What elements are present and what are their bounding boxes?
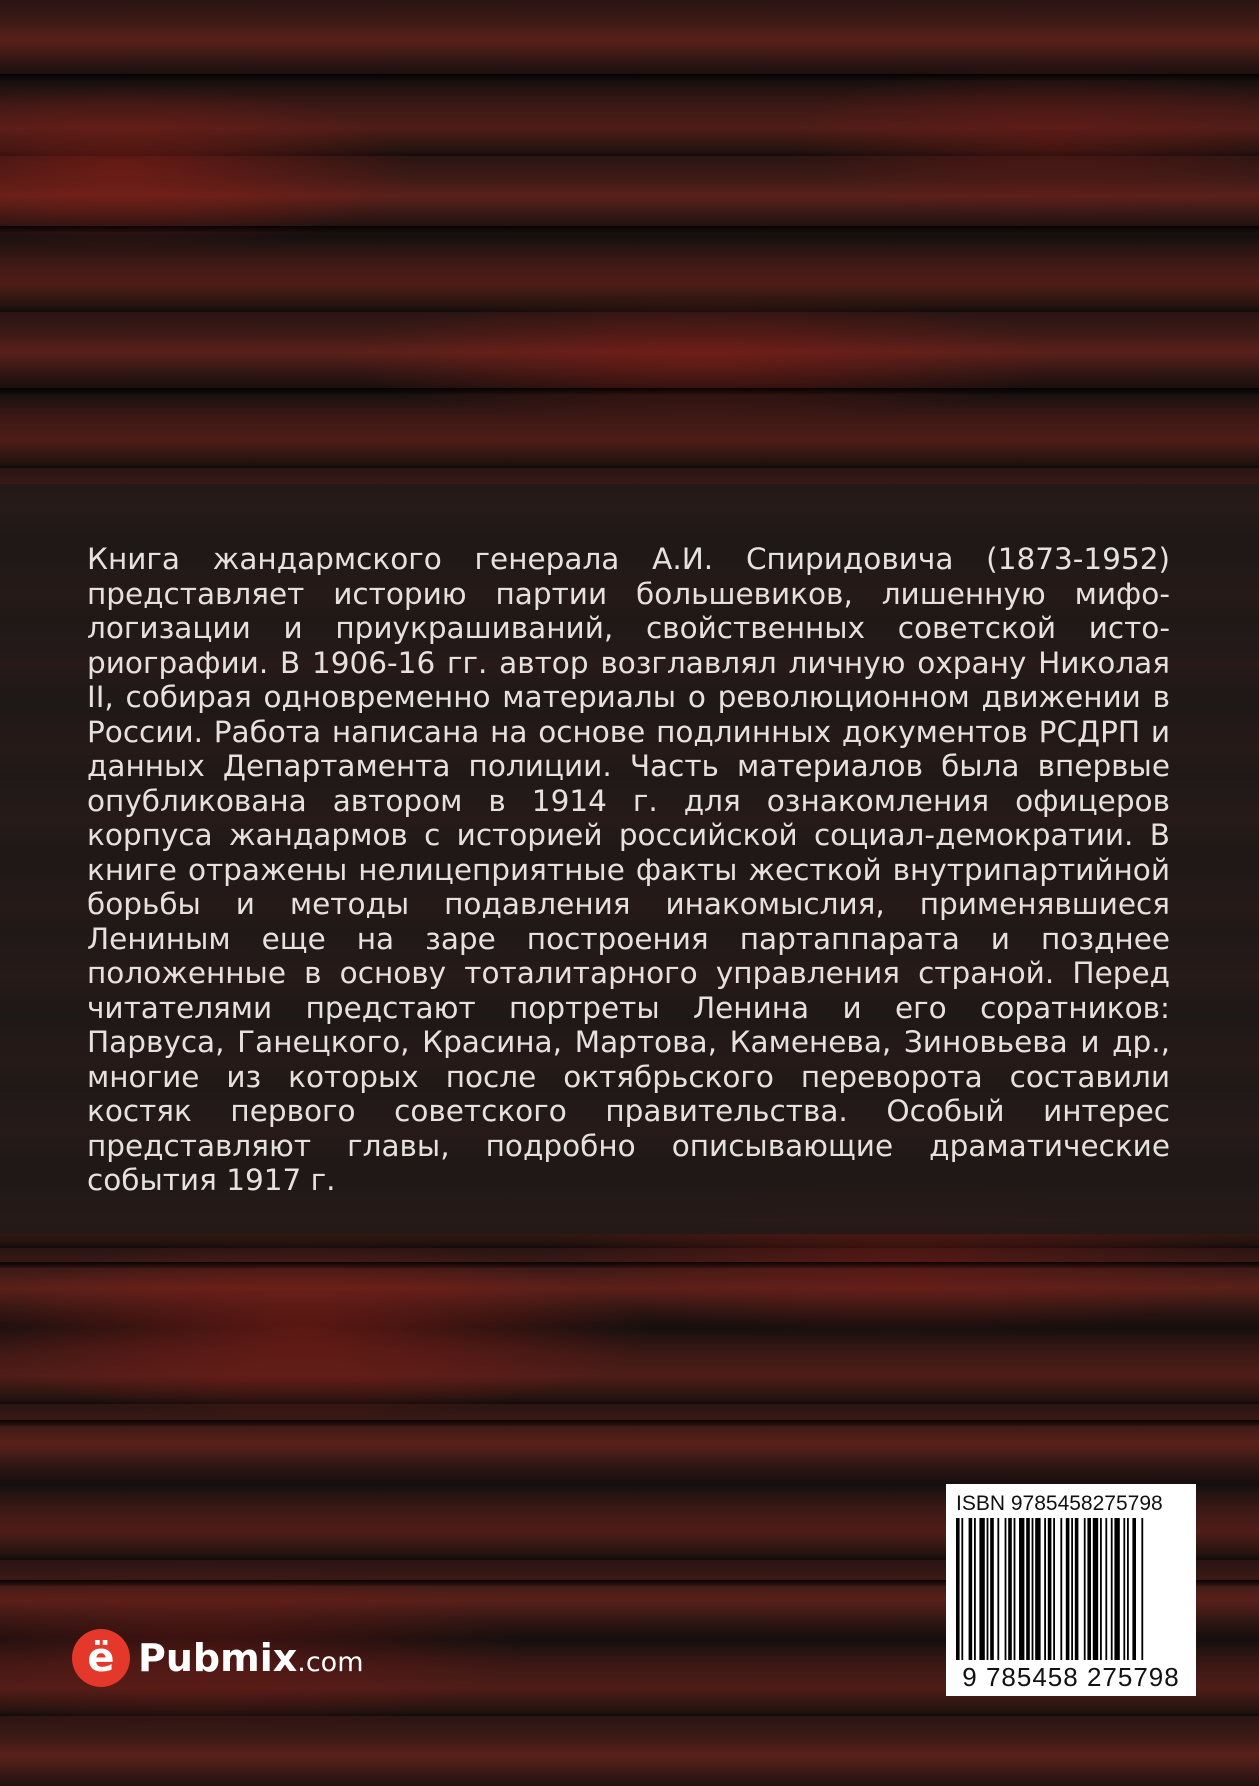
- barcode-bar: [1071, 1518, 1073, 1660]
- barcode-bar: [956, 1518, 960, 1660]
- barcode-bar: [1019, 1518, 1024, 1660]
- barcode-bar: [1132, 1518, 1136, 1660]
- barcode-bar: [1111, 1518, 1113, 1660]
- isbn-label: ISBN 9785458275798: [956, 1492, 1163, 1515]
- barcode-bar: [961, 1518, 963, 1660]
- barcode-bar: [979, 1518, 984, 1660]
- barcode-bar: [1100, 1518, 1102, 1660]
- barcode-bar: [1123, 1518, 1125, 1660]
- barcode-bar: [1026, 1518, 1030, 1660]
- isbn-barcode: [946, 1484, 1196, 1696]
- barcode-bar: [1105, 1518, 1107, 1660]
- barcode-bar: [1014, 1518, 1016, 1660]
- isbn-digits: 9 785458 275798: [962, 1662, 1180, 1692]
- barcode-bar: [1008, 1518, 1012, 1660]
- barcode-bar: [987, 1518, 989, 1660]
- plank-gap: [0, 226, 1259, 232]
- barcode-bar: [990, 1518, 994, 1660]
- publisher-name: Pubmix: [138, 1636, 298, 1680]
- publisher-domain: .com: [297, 1646, 364, 1678]
- barcode-bar: [1005, 1518, 1007, 1660]
- barcode-bar: [1114, 1518, 1119, 1660]
- barcode-bar: [1053, 1518, 1055, 1660]
- barcode-bar: [1141, 1518, 1143, 1660]
- publisher-badge-icon: ё: [72, 1629, 130, 1687]
- barcode-bar: [1066, 1518, 1070, 1660]
- plank-gap: [0, 388, 1259, 394]
- book-description: Книга жандармского генерала А.И. Спиридовича (1873-1952) представляет историю партии большевиков, лишенную мифологизации и приукрашиваний, свойственных советской историографии. В 1906-16 гг. автор возглавлял личную охрану Николая II, собирая одновременно материалы о революционном движении в России. Работа написана на основе подлинных документов РСДРП и данных Департамента полиции. Часть материалов была впервые опубликована автором в 1914 г. для ознакомления офицеров корпуса жандармов с историей российской социал-демократии. В книге отражены нелицеприятные факты жесткой внутрипартийной борьбы и методы подавления инакомыслия, применявшиеся Лениным еще на заре построения партаппарата и позднее положенные в основу тоталитарного управления страной. Перед читателями предстают портреты Ленина и его соратников: Парвуса, Ганецкого, Красина, Мартова, Каменева, Зиновьева и др., многие из которых после октябрьского переворота составили костяк первого советского правительства. Особый интерес представляют главы, подробно описывающие драматические события 1917 г.: [87, 542, 1170, 1197]
- barcode-bar: [1035, 1518, 1040, 1660]
- barcode-bar: [1048, 1518, 1052, 1660]
- barcode-bar: [1084, 1518, 1086, 1660]
- barcode-bar: [1093, 1518, 1098, 1660]
- publisher-logo: [72, 1628, 364, 1688]
- barcode-bar: [1075, 1518, 1079, 1660]
- barcode-bar: [969, 1518, 973, 1660]
- plank-gap: [0, 1420, 1259, 1426]
- plank-gap: [0, 74, 1259, 80]
- barcode-bar: [1127, 1518, 1129, 1660]
- barcode-bar: [974, 1518, 976, 1660]
- barcode-bar: [1060, 1518, 1062, 1660]
- barcode-icon: [954, 1518, 1188, 1660]
- plank-gap: [0, 1262, 1259, 1268]
- barcode-bar: [1044, 1518, 1046, 1660]
- barcode-bar: [997, 1518, 999, 1660]
- barcode-bar: [1087, 1518, 1091, 1660]
- barcode-bar: [1032, 1518, 1034, 1660]
